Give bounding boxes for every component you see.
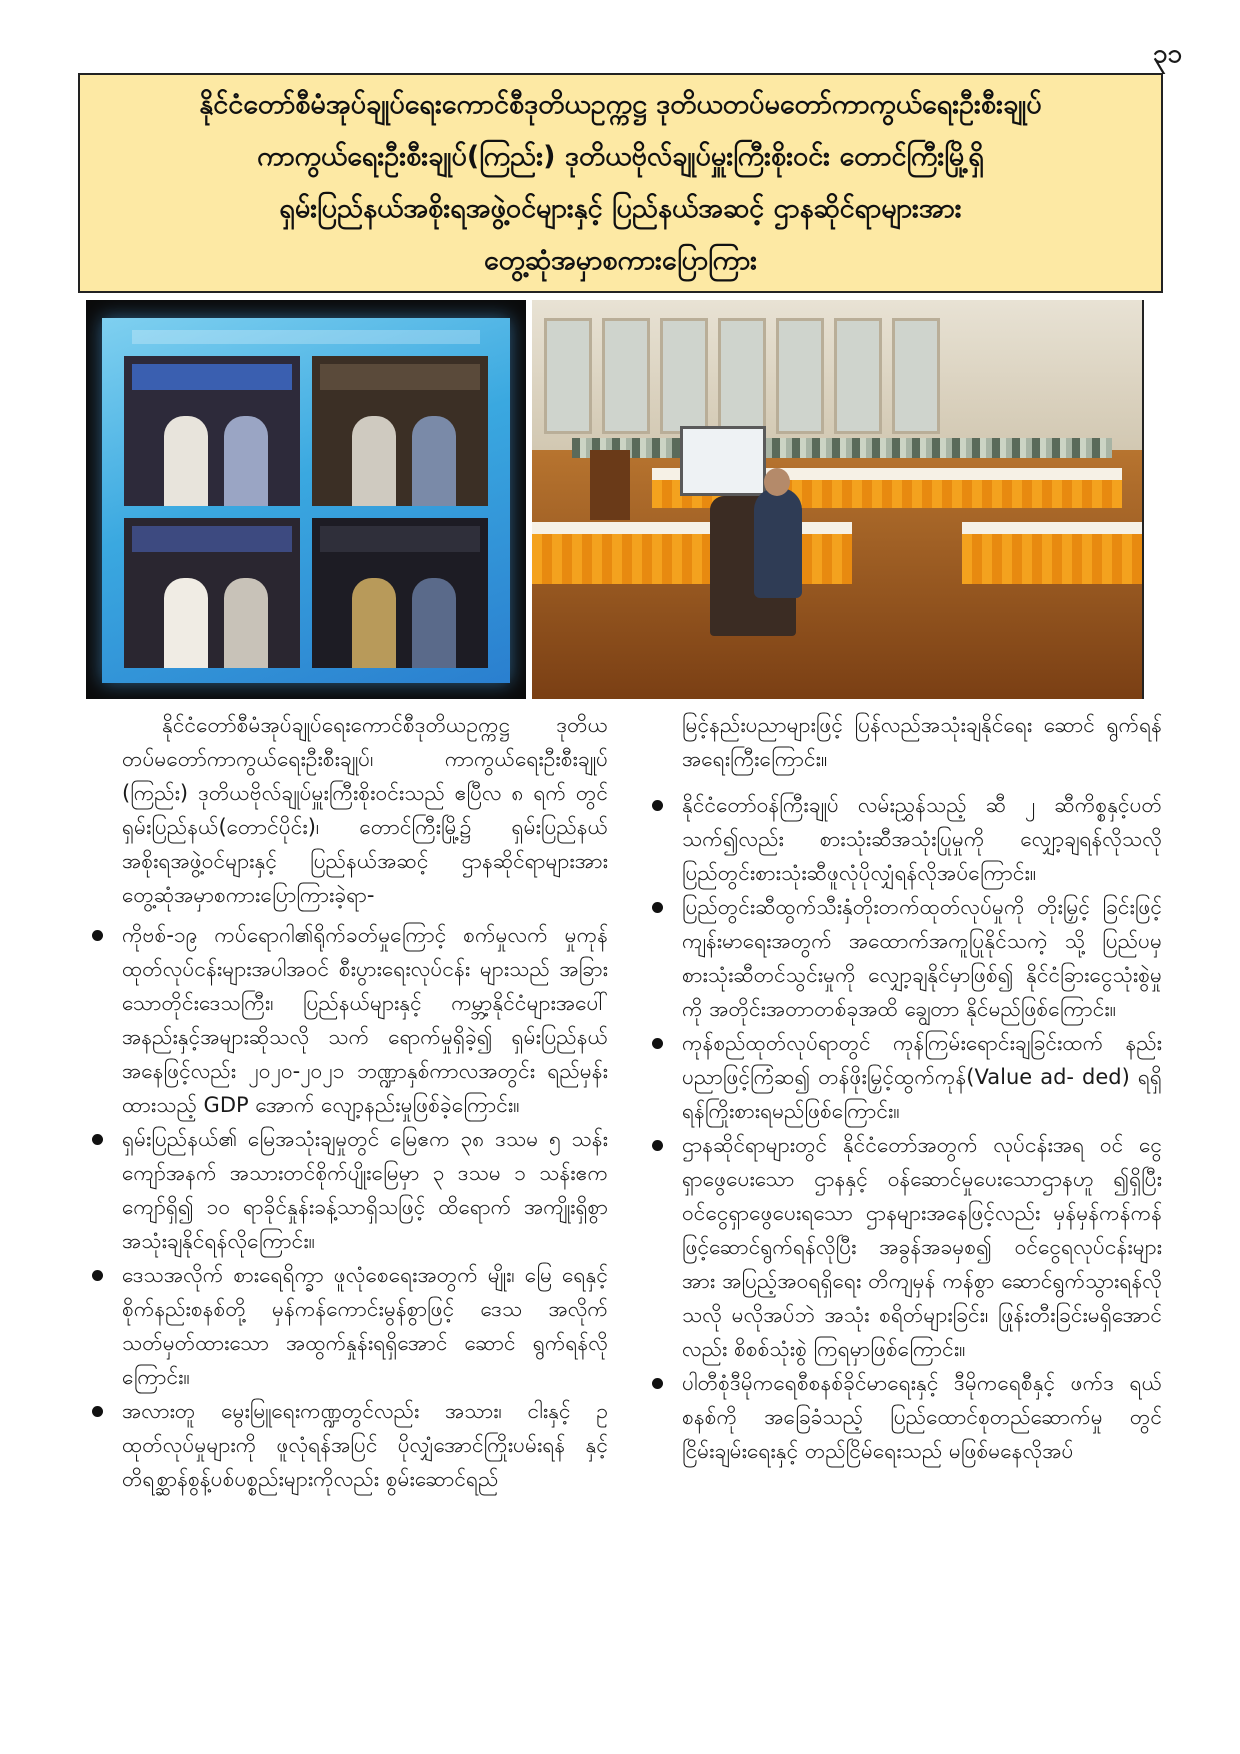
- slide-picture: [124, 356, 300, 506]
- right-text-column: [652, 708, 1162, 1468]
- bullet-item: [122, 1122, 608, 1258]
- bullet-text: နိုင်ငံတော်ဝန်ကြီးချုပ် လမ်းညွှန်သည့် ဆီ ၂ ဆီကိစ္စနှင့်ပတ် သက်၍လည်း စားသုံးဆီအသုံးပြုမှုကို လျှော့ချရန်လိုသလို ပြည်တွင်းစားသုံးဆီဖူလုံပိုလျှံရန်လိုအပ်ကြောင်း။: [682, 793, 1162, 885]
- bullet-text: ကုန်စည်ထုတ်လုပ်ရာတွင် ကုန်ကြမ်းရောင်းချခြင်းထက် နည်းပညာဖြင့်ကြံဆ၍ တန်ဖိုးမြှင့်ထွက်ကုန်(Value ad- ded) ရရှိရန်ကြိုးစားရမည်ဖြစ်ကြောင်း။: [682, 1031, 1162, 1123]
- bullet-item: [652, 1128, 1162, 1366]
- table-skirt: [532, 534, 852, 584]
- left-text-column: [122, 708, 608, 1496]
- bullet-item: [122, 1394, 608, 1496]
- slide-picture: [124, 518, 300, 668]
- bullet-icon: [652, 1140, 663, 1151]
- bullet-text: ပါတီစုံဒီမိုကရေစီစနစ်ခိုင်မာရေးနှင့် ဒီမိုကရေစီနှင့် ဖက်ဒ ရယ်စနစ်ကို အခြေခံသည့် ပြည်ထောင်စုတည်ဆောက်မှု တွင် ငြိမ်းချမ်းရေးနှင့် တည်ငြိမ်ရေးသည် မဖြစ်မနေလိုအပ်: [682, 1371, 1162, 1463]
- bullet-item: [652, 788, 1162, 890]
- continued-paragraph: မြင့်နည်းပညာများဖြင့် ပြန်လည်အသုံးချနိုင်ရေး ဆောင် ရွက်ရန်အရေးကြီးကြောင်း။: [682, 713, 1162, 771]
- bullet-item: [122, 1258, 608, 1394]
- bullet-icon: [652, 1378, 663, 1389]
- bullet-icon: [92, 930, 103, 941]
- bullet-icon: [92, 1406, 103, 1417]
- headline-line: နိုင်ငံတော်စီမံအုပ်ချုပ်ရေးကောင်စီဒုတိယဥက္ကဋ္ဌ ဒုတိယတပ်မတော်ကာကွယ်ရေးဦးစီးချုပ်: [199, 89, 1042, 120]
- bullet-text: ရှမ်းပြည်နယ်၏ မြေအသုံးချမှုတွင် မြေဧက ၃၈ ဒသမ ၅ သန်းကျော်အနက် အသားတင်စိုက်ပျိုးမြေမှာ ၃ ဒသမ ၁ သန်းဧကကျော်ရှိ၍ ၁၀ ရာခိုင်နှုန်းခန့်သာရှိသဖြင့် ထိရောက် အကျိုးရှိစွာ အသုံးချနိုင်ရန်လိုကြောင်း။: [122, 1127, 608, 1253]
- bullet-item: [122, 918, 608, 1122]
- headline-box: [78, 73, 1163, 293]
- bullet-text: ဌာနဆိုင်ရာများတွင် နိုင်ငံတော်အတွက် လုပ်ငန်းအရ ဝင် ငွေရှာဖွေပေးသော ဌာနနှင့် ဝန်ဆောင်မှုပေးသောဌာနဟူ ၍ရှိပြီး ဝင်ငွေရှာဖွေပေးရသော ဌာနများအနေဖြင့်လည်း မှန်မှန်ကန်ကန်ဖြင့်ဆောင်ရွက်ရန်လိုပြီး အခွန်အခမှစ၍ ဝင်ငွေရလုပ်ငန်းများအား အပြည့်အဝရရှိရေး တိကျမှန် ကန်စွာ ဆောင်ရွက်သွားရန်လိုသလို မလိုအပ်ဘဲ အသုံး စရိတ်များခြင်း၊ ဖြုန်းတီးခြင်းမရှိအောင်လည်း စိစစ်သုံးစွဲ ကြရမှာဖြစ်ကြောင်း။: [682, 1133, 1162, 1361]
- podium: [590, 450, 630, 520]
- bullet-text: အလားတူ မွေးမြူရေးကဏ္ဍတွင်လည်း အသား၊ ငါးနှင့် ဥ ထုတ်လုပ်မှုများကို ဖူလုံရန်အပြင် ပိုလျှံအောင်ကြိုးပမ်းရန် နှင့် တိရစ္ဆာန်စွန့်ပစ်ပစ္စည်းများကိုလည်း စွမ်းဆောင်ရည်: [122, 1399, 608, 1491]
- slide-caption-bar: [132, 330, 480, 344]
- bullet-icon: [652, 902, 663, 913]
- headline-line: ကာကွယ်ရေးဦးစီးချုပ်(ကြည်း) ဒုတိယဗိုလ်ချုပ်မှူးကြီးစိုးဝင်း တောင်ကြီးမြို့ရှိ: [257, 141, 984, 172]
- table-skirt: [962, 534, 1144, 584]
- bullet-text: ကိုဗစ်-၁၉ ကပ်ရောဂါ၏ရိုက်ခတ်မှုကြောင့် စက်မှုလက် မှုကုန်ထုတ်လုပ်ငန်းများအပါအဝင် စီးပွားရေးလုပ်ငန်း များသည် အခြားသောတိုင်းဒေသကြီး၊ ပြည်နယ်များနှင့် ကမ္ဘာ့နိုင်ငံများအပေါ် အနည်းနှင့်အများဆိုသလို သက် ရောက်မှုရှိခဲ့၍ ရှမ်းပြည်နယ်အနေဖြင့်လည်း ၂၀၂၀-၂၀၂၁ ဘဏ္ဍာနှစ်ကာလအတွင်း ရည်မှန်းထားသည့် GDP အောက် လျော့နည်းမှုဖြစ်ခဲ့ကြောင်း။: [122, 923, 608, 1117]
- projected-slide-photo: [86, 300, 526, 699]
- headline-line: ရှမ်းပြည်နယ်အစိုးရအဖွဲ့ဝင်များနှင့် ပြည်နယ်အဆင့် ဌာနဆိုင်ရာများအား: [279, 193, 962, 224]
- bullet-icon: [652, 1038, 663, 1049]
- bullet-icon: [92, 1270, 103, 1281]
- bullet-icon: [92, 1134, 103, 1145]
- presentation-screen: [680, 426, 766, 496]
- meeting-hall-photo: [532, 300, 1144, 699]
- bullet-icon: [652, 800, 663, 811]
- intro-paragraph: နိုင်ငံတော်စီမံအုပ်ချုပ်ရေးကောင်စီဒုတိယဥက္ကဋ္ဌ ဒုတိယ တပ်မတော်ကာကွယ်ရေးဦးစီးချုပ်၊ ကာကွယ်ရေးဦးစီးချုပ် (ကြည်း) ဒုတိယဗိုလ်ချုပ်မှူးကြီးစိုးဝင်းသည် ဧပြီလ ၈ ရက် တွင် ရှမ်းပြည်နယ်(တောင်ပိုင်း)၊ တောင်ကြီးမြို့၌ ရှမ်းပြည်နယ် အစိုးရအဖွဲ့ဝင်များနှင့် ပြည်နယ်အဆင့် ဌာနဆိုင်ရာများအား တွေ့ဆုံအမှာစကားပြောကြားခဲ့ရာ-: [122, 713, 608, 907]
- bullet-text: ဒေသအလိုက် စားရေရိက္ခာ ဖူလုံစေရေးအတွက် မျိုး၊ မြေ ရေနှင့် စိုက်နည်းစနစ်တို့ မှန်ကန်ကောင်းမွန်စွာဖြင့် ဒေသ အလိုက်သတ်မှတ်ထားသော အထွက်နှုန်းရရှိအောင် ဆောင် ရွက်ရန်လိုကြောင်း။: [122, 1263, 608, 1389]
- page-number: ၃၁: [1152, 39, 1182, 69]
- bullet-text: ပြည်တွင်းဆီထွက်သီးနှံတိုးတက်ထုတ်လုပ်မှုကို တိုးမြှင့် ခြင်းဖြင့် ကျန်းမာရေးအတွက် အထောက်အကူပြုနိုင်သကဲ့ သို့ ပြည်ပမှ စားသုံးဆီတင်သွင်းမှုကို လျှော့ချနိုင်မှာဖြစ်၍ နိုင်ငံခြားငွေသုံးစွဲမှုကို အတိုင်းအတာတစ်ခုအထိ ချွေတာ နိုင်မည်ဖြစ်ကြောင်း။: [682, 895, 1162, 1021]
- bullet-item: [652, 890, 1162, 1026]
- speaker-head: [764, 468, 790, 496]
- bullet-item: [652, 1026, 1162, 1128]
- slide-picture: [312, 356, 488, 506]
- headline-line: တွေ့ဆုံအမှာစကားပြောကြား: [483, 245, 758, 276]
- speaker: [754, 488, 802, 598]
- audience-row: [572, 438, 1112, 458]
- projection-screen: [102, 318, 510, 683]
- slide-picture: [312, 518, 488, 668]
- bullet-item: [652, 1366, 1162, 1468]
